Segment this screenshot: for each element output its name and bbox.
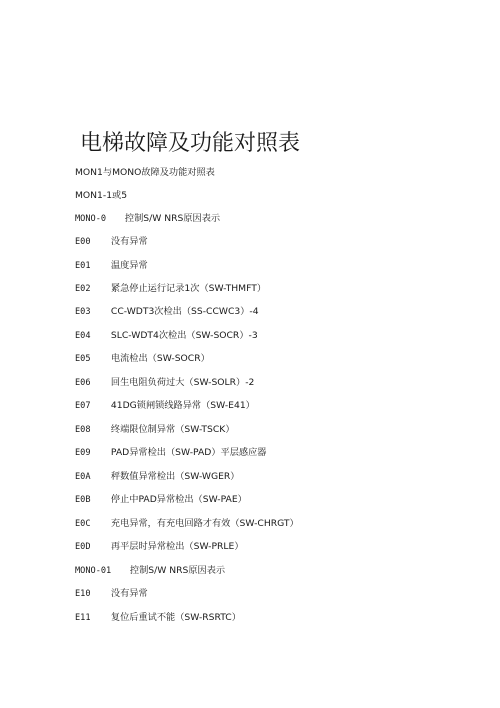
model-line: MON1-1或5 [75,190,128,201]
row-e11 [75,609,241,627]
section-label: MONO-0 [75,214,107,224]
error-code: E10 [75,589,91,599]
error-description: 41DG锁闸锁线路异常（SW-E41） [110,400,255,411]
row-e04 [75,327,258,345]
error-code: E0B [75,495,91,505]
subtitle-line: MON1与MONO故障及功能对照表 [75,167,215,178]
error-code: E01 [75,261,91,271]
error-description: 温度异常 [110,260,148,271]
row-e03 [75,303,259,321]
row-e05 [75,350,210,368]
section-desc: 控制S/W NRS原因表示 [124,213,221,224]
error-code: E05 [75,354,91,364]
row-e0b [75,491,247,509]
error-code: E09 [75,448,91,458]
error-code: E0A [75,472,91,482]
document-title: 电梯故障及功能对照表 [80,131,301,156]
error-description: 没有异常 [110,236,148,247]
error-code: E02 [75,284,91,294]
error-code: E06 [75,378,91,388]
error-code: E11 [75,613,91,623]
section-label: MONO-01 [75,566,112,576]
row-e06 [75,374,254,392]
error-description: 终端限位制异常（SW-TSCK） [110,424,235,435]
error-code: E08 [75,425,91,435]
error-description: CC-WDT3次检出（SS-CCWC3）-4 [110,306,259,317]
row-e08 [75,421,235,439]
row-e10 [75,585,148,603]
error-code: E04 [75,331,91,341]
error-description: PAD异常检出（SW-PAD）平层感应器 [110,447,267,458]
error-code: E07 [75,401,91,411]
error-description: 电流检出（SW-SOCR） [110,353,210,364]
row-e00 [75,233,148,251]
row-e07 [75,397,255,415]
row-e01 [75,257,148,275]
row-e02 [75,280,266,298]
error-description: 回生电阻负荷过大（SW-SOLR）-2 [110,377,255,388]
error-code: E0D [75,542,91,552]
row-e09 [75,444,266,462]
error-code: E00 [75,237,91,247]
error-description: 停止中PAD异常检出（SW-PAE） [110,494,247,505]
error-description: 紧急停止运行记录1次（SW-THMFT） [110,283,267,294]
section-desc: 控制S/W NRS原因表示 [129,565,226,576]
row-e0a [75,468,240,486]
error-description: 充电异常，有充电回路才有效（SW-CHRGT） [110,518,299,529]
row-e0d [75,538,244,556]
error-description: 秤数值异常检出（SW-WGER） [110,471,240,482]
error-description: 没有异常 [110,588,148,599]
error-code: E0C [75,519,91,529]
section-header-mono-0 [75,210,220,228]
row-e0c [75,515,299,533]
error-code: E03 [75,307,91,317]
error-description: 复位后重试不能（SW-RSRTC） [110,612,241,623]
error-description: SLC-WDT4次检出（SW-SOCR）-3 [110,330,258,341]
section-header-mono-01 [75,562,225,580]
error-description: 再平层时异常检出（SW-PRLE） [110,541,244,552]
